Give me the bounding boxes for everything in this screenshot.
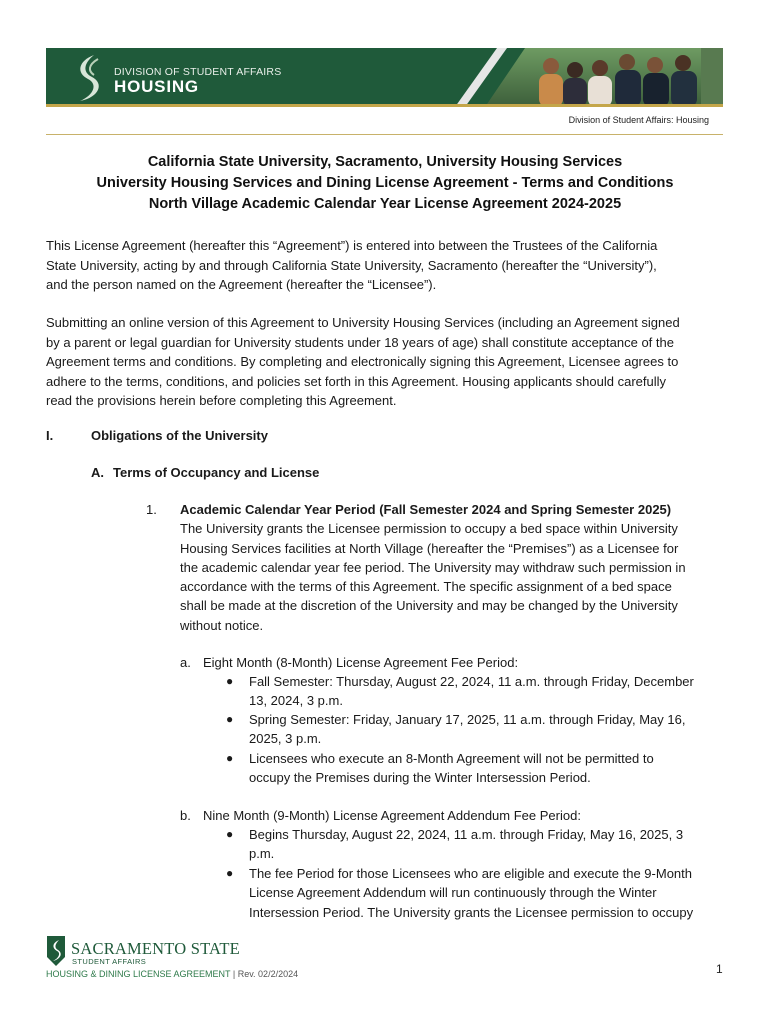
bullet-line: Begins Thursday, August 22, 2024, 11 a.m. through Friday, May 16, 2025, 3 (249, 827, 684, 842)
logo-main-text: SACRAMENTO STATE (71, 939, 240, 958)
intro-line: and the person named on the Agreement (hereafter the “Licensee”). (46, 277, 437, 292)
item-number: 1. (146, 502, 157, 517)
submitting-line: by a parent or legal guardian for University students under 18 years of age) shall constitute acceptance of the (46, 334, 674, 350)
footer-separator: | (230, 969, 238, 979)
sac-state-seal-icon (46, 935, 66, 967)
header-banner (46, 48, 723, 107)
bullet-line: 2025, 3 p.m. (249, 731, 322, 747)
item-body (180, 500, 725, 635)
section-title: Obligations of the University (91, 428, 268, 443)
bullet-line: Fall Semester: Thursday, August 22, 2024, 11 a.m. through Friday, December (249, 674, 694, 689)
bullet-line: p.m. (249, 846, 275, 862)
students-photo (455, 48, 723, 107)
document-titles (0, 152, 770, 215)
sub-a-title: Eight Month (8-Month) License Agreement Fee Period: (203, 655, 519, 670)
bullet-line: Spring Semester: Friday, January 17, 2025, 11 a.m. through Friday, May 16, (249, 712, 686, 727)
item-line: The University grants the Licensee permission to occupy a bed space within University (180, 521, 678, 537)
item-line: accordance with the terms of this Agreement. The specific assignment of a bed space (180, 579, 672, 595)
subheader-label: Division of Student Affairs: Housing (568, 115, 709, 125)
bullet-text (249, 710, 724, 749)
bullet-icon: ● (226, 674, 234, 688)
page-number: 1 (716, 962, 723, 976)
intro-line: State University, acting by and through California State University, Sacramento (hereafter the “University”), (46, 257, 657, 273)
bullet-line: The fee Period for those Licensees who are eligible and execute the 9-Month (249, 866, 692, 881)
submitting-line: read the provisions herein before completing this Agreement. (46, 393, 397, 408)
sac-state-swoosh-icon (72, 53, 106, 103)
sacramento-state-logo (46, 935, 240, 969)
submitting-line: Agreement terms and conditions. By completing and electronically signing this Agreement, Licensee agrees to (46, 354, 679, 369)
sub-b-label: b. (180, 808, 191, 823)
housing-label: HOUSING (114, 77, 199, 96)
subsection-label: A. (91, 465, 104, 480)
title-line-1: California State University, Sacramento, University Housing Services (147, 154, 623, 170)
bullet-line: 13, 2024, 3 p.m. (249, 693, 343, 709)
item-line: shall be made at the discretion of the University and may be changed by the University (180, 598, 678, 614)
subheader-bar (46, 108, 723, 135)
item-line: without notice. (180, 617, 264, 633)
sub-b-title: Nine Month (9-Month) License Agreement Addendum Fee Period: (203, 808, 581, 823)
bullet-line: Intersession Period. The University grants the Licensee permission to occupy (249, 904, 694, 920)
bullet-icon: ● (226, 827, 234, 841)
title-line-2: University Housing Services and Dining License Agreement - Terms and Conditions (96, 175, 674, 191)
bullet-text (249, 672, 724, 711)
section-number: I. (46, 428, 54, 443)
intro-paragraph (46, 236, 726, 295)
item-title: Academic Calendar Year Period (Fall Semester 2024 and Spring Semester 2025) (180, 502, 672, 517)
bullet-line: occupy the Premises during the Winter Intersession Period. (249, 770, 591, 786)
title-line-3: North Village Academic Calendar Year License Agreement 2024-2025 (148, 196, 622, 212)
submitting-line: adhere to the terms, conditions, and policies set forth in this Agreement. Housing applicants should carefully (46, 373, 667, 389)
bullet-icon: ● (226, 712, 234, 726)
submitting-line: Submitting an online version of this Agreement to University Housing Services (including an Agreement signed (46, 315, 680, 330)
intro-line: This License Agreement (hereafter this “Agreement”) is entered into between the Trustees of the California (46, 238, 658, 253)
bullet-text (249, 749, 724, 788)
bullet-text (249, 825, 724, 864)
footer-info (46, 969, 298, 979)
bullet-line: License Agreement Addendum will run continuously through the Winter (249, 885, 657, 901)
bullet-text (249, 864, 724, 922)
item-line: Housing Services facilities at North Village (hereafter the “Premises”) as a Licensee for (180, 540, 679, 556)
sub-a-label: a. (180, 655, 191, 670)
logo-sub-text: STUDENT AFFAIRS (72, 957, 147, 966)
division-label: DIVISION OF STUDENT AFFAIRS (114, 66, 282, 78)
submitting-paragraph (46, 313, 726, 411)
footer-revision: Rev. 02/2/2024 (237, 969, 299, 979)
subsection-title: Terms of Occupancy and License (113, 465, 320, 480)
bullet-icon: ● (226, 751, 234, 765)
bullet-icon: ● (226, 866, 234, 880)
item-line: the academic calendar year fee period. The University may withdraw such permission in (180, 559, 686, 575)
bullet-line: Licensees who execute an 8-Month Agreement will not be permitted to (249, 751, 654, 766)
footer-agreement: HOUSING & DINING LICENSE AGREEMENT (46, 969, 231, 979)
